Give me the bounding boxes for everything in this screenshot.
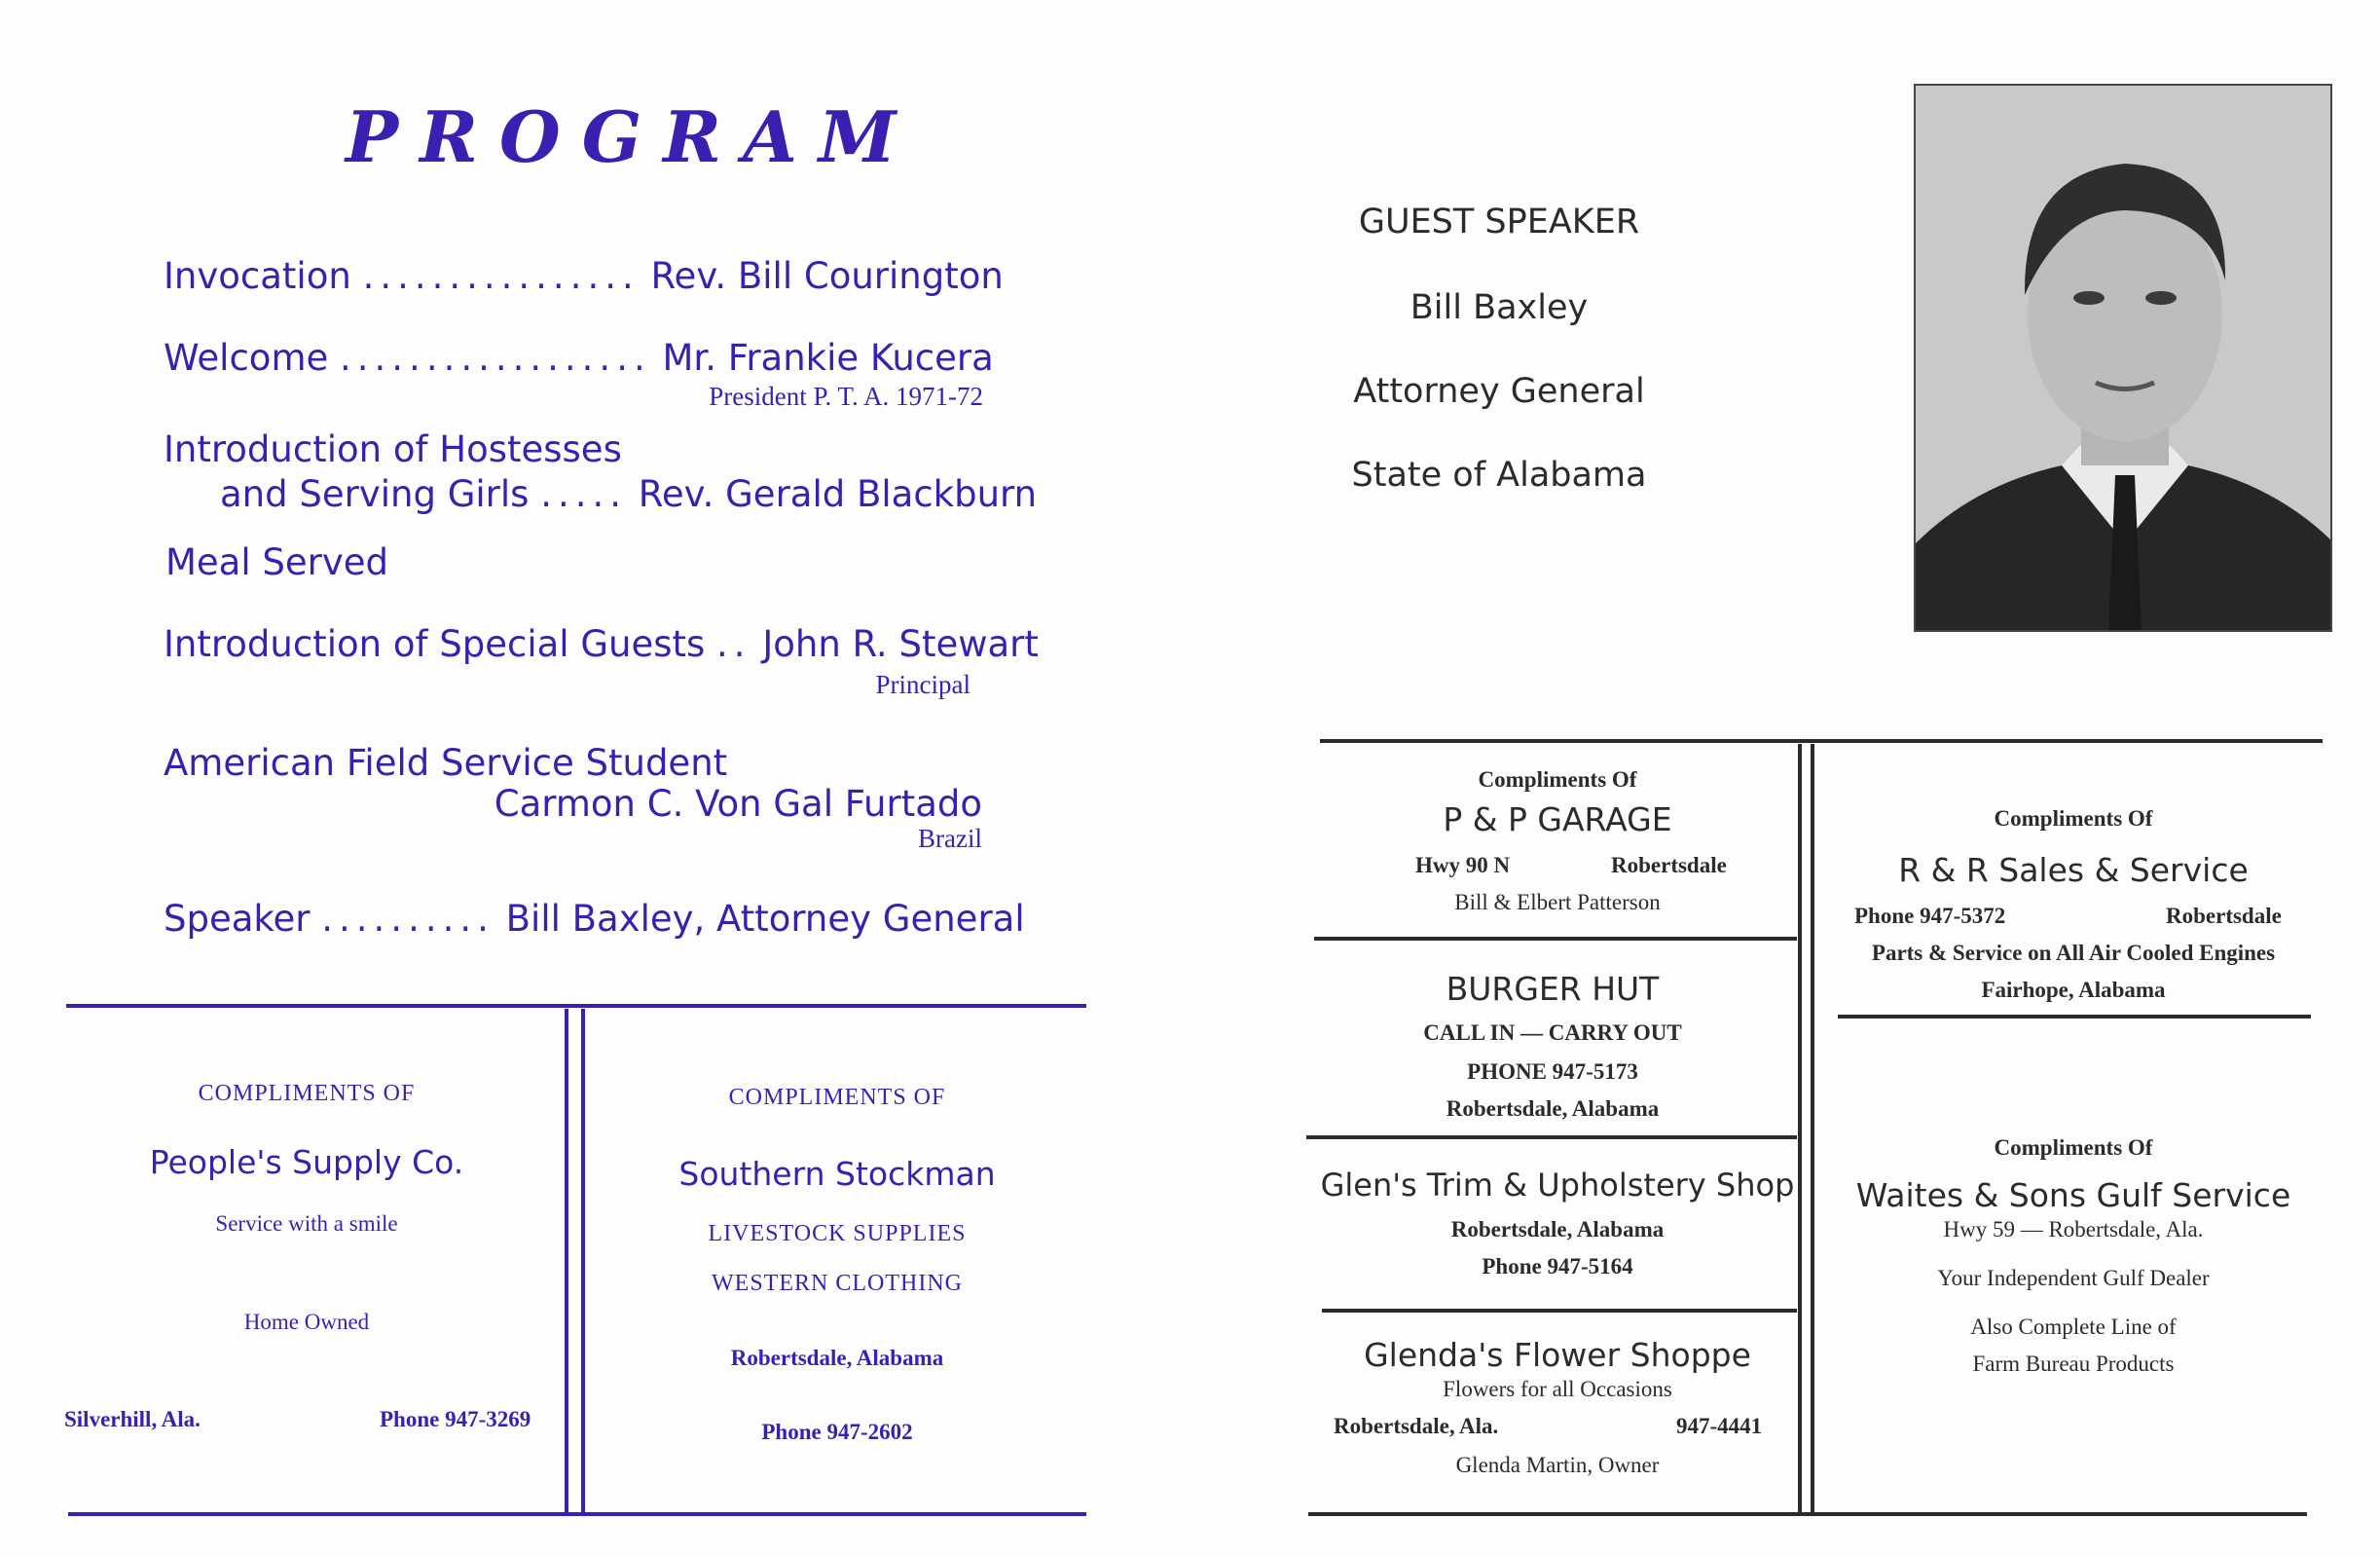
program-item-hostesses: Introduction of Hostesses [164,428,622,470]
pp-town: Robertsdale [1611,853,1727,877]
program-item-afs-sub: Brazil [918,824,982,853]
waites-name: Waites & Sons Gulf Service [1855,1176,2291,1214]
program-item-afs: American Field Service Student [164,742,728,784]
program-item-welcome [164,337,994,379]
peoples-phone: Phone 947-3269 [380,1407,531,1431]
guest-state: State of Alabama [1351,456,1647,495]
stockman-caption: COMPLIMENTS OF [728,1085,946,1110]
program-item-welcome-sub: President P. T. A. 1971-72 [709,382,983,411]
portrait-image [1916,86,2332,632]
program-item-special-guests-sub: Principal [875,670,970,699]
glen-town: Robertsdale, Alabama [1450,1217,1665,1241]
program-item-special-guests [164,623,1039,665]
glenda-town: Robertsdale, Ala. [1334,1414,1499,1438]
waites-hwy: Hwy 59 — Robertsdale, Ala. [1943,1217,2204,1241]
waites-line3: Farm Bureau Products [1972,1352,2175,1376]
item-label: Speaker [164,898,311,940]
glenda-tagline: Flowers for all Occasions [1443,1377,1672,1401]
item-leader: .................. [340,337,651,379]
ad-rule-glen [1322,1309,1797,1313]
ad-right-top-rule [1320,739,2323,743]
ad-divider-right [581,1009,585,1513]
stockman-phone: Phone 947-2602 [761,1420,913,1444]
stockman-line1: LIVESTOCK SUPPLIES [708,1221,967,1246]
rr-phone: Phone 947-5372 [1854,904,2006,928]
guest-heading: GUEST SPEAKER [1358,203,1640,241]
peoples-owned: Home Owned [243,1310,370,1334]
item-leader: ................ [362,255,640,297]
rr-name: R & R Sales & Service [1898,851,2249,889]
stockman-line2: WESTERN CLOTHING [712,1271,963,1296]
guest-title: Attorney General [1353,372,1645,411]
ad-right-divider-2 [1811,744,1814,1513]
ad-divider-left [565,1009,568,1513]
item-leader: .......... [321,898,494,940]
pp-hwy: Hwy 90 N [1415,853,1511,877]
program-item-speaker [164,898,1025,940]
item-name: Mr. Frankie Kucera [662,337,994,379]
rr-caption: Compliments Of [1994,806,2153,831]
glenda-owner: Glenda Martin, Owner [1455,1453,1660,1477]
ad-rule-rr [1838,1015,2311,1019]
rr-line1: Parts & Service on All Air Cooled Engines [1871,941,2276,965]
burger-name: BURGER HUT [1446,970,1660,1008]
item-label: Welcome [164,337,329,379]
program-item-meal: Meal Served [165,541,389,583]
peoples-name: People's Supply Co. [149,1143,464,1181]
item-label: Invocation [164,255,351,297]
pp-name: P & P GARAGE [1443,800,1672,838]
program-item-afs-name: Carmon C. Von Gal Furtado [494,783,982,825]
rr-town: Robertsdale [2166,904,2282,928]
pp-owners: Bill & Elbert Patterson [1454,890,1661,914]
ad-right-bottom-rule [1308,1512,2307,1516]
item-leader: .. [716,623,751,665]
waites-line2: Also Complete Line of [1970,1315,2177,1339]
ad-rule-burger [1306,1135,1797,1139]
burger-town: Robertsdale, Alabama [1446,1096,1660,1121]
guest-photo [1914,84,2332,632]
program-title: PROGRAM [346,95,918,178]
rr-line2: Fairhope, Alabama [1981,978,2166,1002]
waites-line1: Your Independent Gulf Dealer [1937,1266,2210,1290]
glenda-name: Glenda's Flower Shoppe [1364,1336,1751,1374]
item-leader: ..... [540,473,628,515]
stockman-town: Robertsdale, Alabama [730,1346,944,1370]
glenda-phone: 947-4441 [1676,1414,1763,1438]
stockman-name: Southern Stockman [678,1155,996,1193]
ad-top-rule [66,1004,1086,1008]
item-label: and Serving Girls [220,473,530,515]
guest-name: Bill Baxley [1410,288,1589,327]
ad-rule-pp [1314,937,1797,941]
burger-line1: CALL IN — CARRY OUT [1423,1020,1682,1045]
ad-bottom-rule [68,1512,1086,1516]
glen-name: Glen's Trim & Upholstery Shop [1320,1167,1795,1204]
program-item-hostesses-line2 [220,473,1037,515]
item-name: Bill Baxley, Attorney General [505,898,1025,940]
program-item-invocation [164,255,1004,297]
pp-caption: Compliments Of [1478,767,1637,792]
item-name: John R. Stewart [762,623,1039,665]
peoples-town: Silverhill, Ala. [64,1407,201,1431]
burger-phone: PHONE 947-5173 [1467,1059,1638,1084]
peoples-tagline: Service with a smile [215,1211,398,1236]
peoples-caption: COMPLIMENTS OF [198,1081,416,1106]
waites-caption: Compliments Of [1994,1135,2153,1160]
item-name: Rev. Bill Courington [650,255,1004,297]
glen-phone: Phone 947-5164 [1482,1254,1633,1278]
item-name: Rev. Gerald Blackburn [638,473,1038,515]
item-label: Introduction of Special Guests [164,623,706,665]
